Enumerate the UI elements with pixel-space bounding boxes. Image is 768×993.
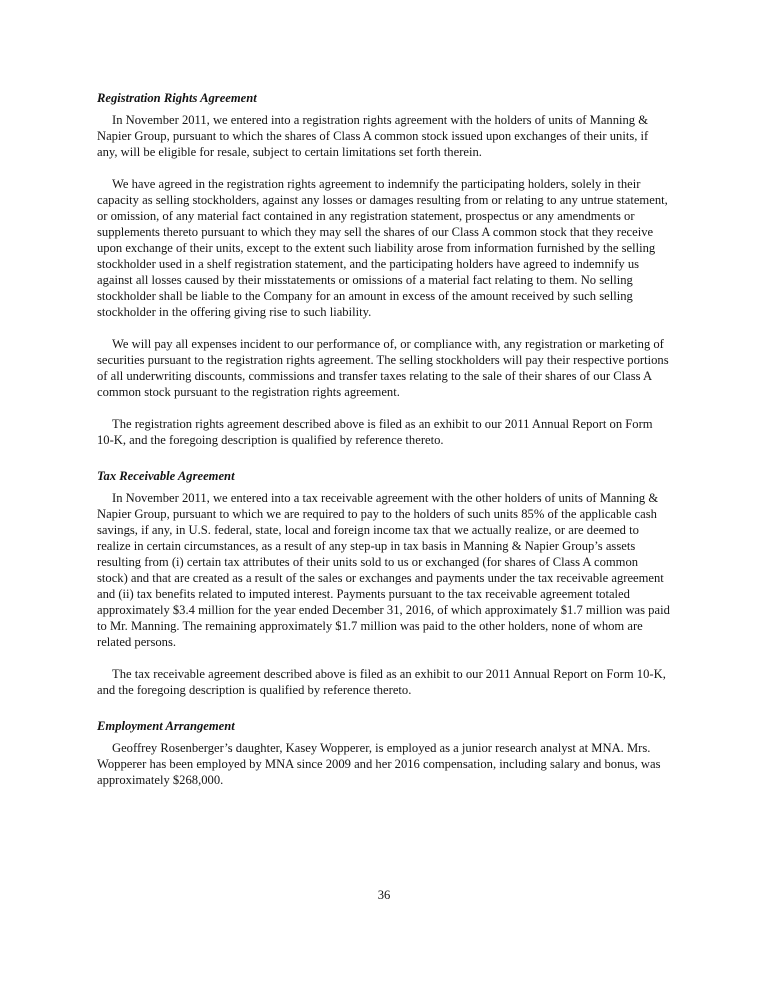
document-content (97, 90, 671, 804)
paragraph: We will pay all expenses incident to our performance of, or compliance with, any registration or marketing of securities pursuant to the registration rights agreement. The selling stockholders will pay their respective portions of all underwriting discounts, commissions and transfer taxes relating to the sale of their shares of our Class A common stock pursuant to the registration rights agreement. (97, 337, 669, 399)
section-registration-rights-agreement (97, 90, 671, 448)
section-heading: Registration Rights Agreement (97, 91, 257, 105)
paragraph: In November 2011, we entered into a registration rights agreement with the holders of units of Manning & Napier Group, pursuant to which the shares of Class A common stock issued upon exchanges of their units, if any, will be eligible for resale, subject to certain limitations set forth therein. (97, 113, 649, 159)
paragraph: Geoffrey Rosenberger’s daughter, Kasey Wopperer, is employed as a junior research analyst at MNA. Mrs. Wopperer has been employed by MNA since 2009 and her 2016 compensation, including salary and bonus, was approximately $268,000. (97, 741, 661, 787)
paragraph: The tax receivable agreement described above is filed as an exhibit to our 2011 Annual Report on Form 10-K, and the foregoing description is qualified by reference thereto. (97, 667, 666, 697)
section-heading: Tax Receivable Agreement (97, 469, 235, 483)
page-number: 36 (377, 888, 391, 902)
section-tax-receivable-agreement (97, 468, 671, 698)
paragraph: We have agreed in the registration rights agreement to indemnify the participating holders, solely in their capacity as selling stockholders, against any losses or damages resulting from or relating to any untrue statement, or omission, of any material fact contained in any registration statement, prospectus or any amendments or supplements thereto pursuant to which they may sell the shares of our Class A common stock that they receive upon exchange of their units, except to the extent such liability arose from information furnished by the selling stockholder used in a shelf registration statement, and the participating holders have agreed to indemnify us against all losses caused by their misstatements or omissions of a material fact relating to them. No selling stockholder shall be liable to the Company for an amount in excess of the amount received by such selling stockholder in the offering giving rise to such liability. (97, 177, 668, 319)
paragraph: In November 2011, we entered into a tax receivable agreement with the other holders of units of Manning & Napier Group, pursuant to which we are required to pay to the holders of such units 85% of the applicable cash savings, if any, in U.S. federal, state, local and foreign income tax that we actually realize, or are deemed to realize in certain circumstances, as a result of any step-up in tax basis in Manning & Napier Group’s assets resulting from (i) certain tax attributes of their units sold to us or exchanged (for shares of Class A common stock) and that are created as a result of the sales or exchanges and payments under the tax receivable agreement and (ii) tax benefits related to imputed interest. Payments pursuant to the tax receivable agreement totaled approximately $3.4 million for the year ended December 31, 2016, of which approximately $1.7 million was paid to Mr. Manning. The remaining approximately $1.7 million was paid to the other holders, none of whom are related persons. (97, 491, 670, 649)
section-employment-arrangement (97, 718, 671, 788)
paragraph: The registration rights agreement described above is filed as an exhibit to our 2011 Annual Report on Form 10-K, and the foregoing description is qualified by reference thereto. (97, 417, 653, 447)
section-heading: Employment Arrangement (97, 719, 235, 733)
